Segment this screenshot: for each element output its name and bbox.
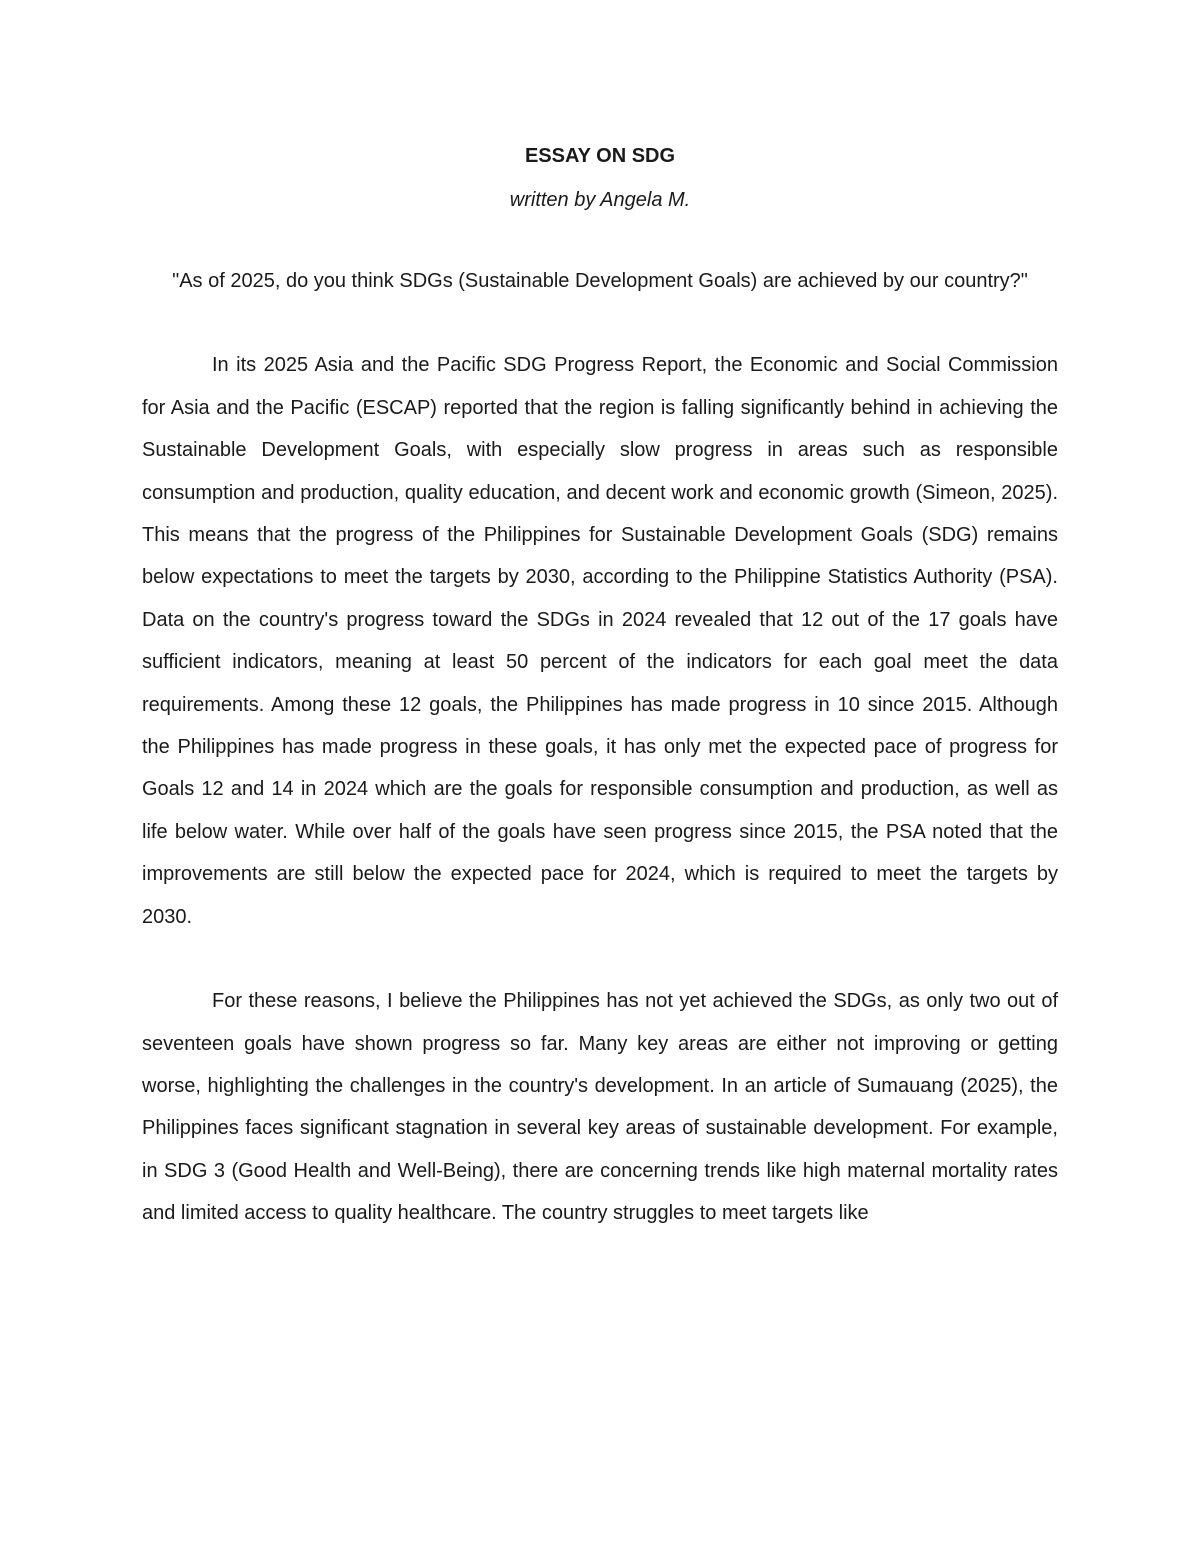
- essay-title: ESSAY ON SDG: [524, 145, 676, 167]
- essay-paragraph-2: For these reasons, I believe the Philippines has not yet achieved the SDGs, as only two out of seventeen goals have shown progress so far. Many key areas are either not improving or getting worse, highlighting the challenges in the country's development. In an article of Sumauang (2025), the Philippines faces significant stagnation in several key areas of sustainable development. For example, in SDG 3 (Good Health and Well-Being), there are concerning trends like high maternal mortality rates and limited access to quality healthcare. The country struggles to meet targets like: [142, 990, 1058, 1225]
- essay-paragraph-1: In its 2025 Asia and the Pacific SDG Progress Report, the Economic and Social Commission for Asia and the Pacific (ESCAP) reported that the region is falling significantly behind in achieving the Sustainable Development Goals, with especially slow progress in areas such as responsible consumption and production, quality education, and decent work and economic growth (Simeon, 2025). This means that the progress of the Philippines for Sustainable Development Goals (SDG) remains below expectations to meet the targets by 2030, according to the Philippine Statistics Authority (PSA). Data on the country's progress toward the SDGs in 2024 revealed that 12 out of the 17 goals have sufficient indicators, meaning at least 50 percent of the indicators for each goal meet the data requirements. Among these 12 goals, the Philippines has made progress in 10 since 2015. Although the Philippines has made progress in these goals, it has only met the expected pace of progress for Goals 12 and 14 in 2024 which are the goals for responsible consumption and production, as well as life below water. While over half of the goals have seen progress since 2015, the PSA noted that the improvements are still below the expected pace for 2024, which is required to meet the targets by 2030.: [142, 354, 1058, 928]
- document-body: [142, 138, 1058, 1235]
- essay-question: "As of 2025, do you think SDGs (Sustainable Development Goals) are achieved by our country?": [172, 270, 1028, 292]
- essay-author: written by Angela M.: [509, 189, 691, 211]
